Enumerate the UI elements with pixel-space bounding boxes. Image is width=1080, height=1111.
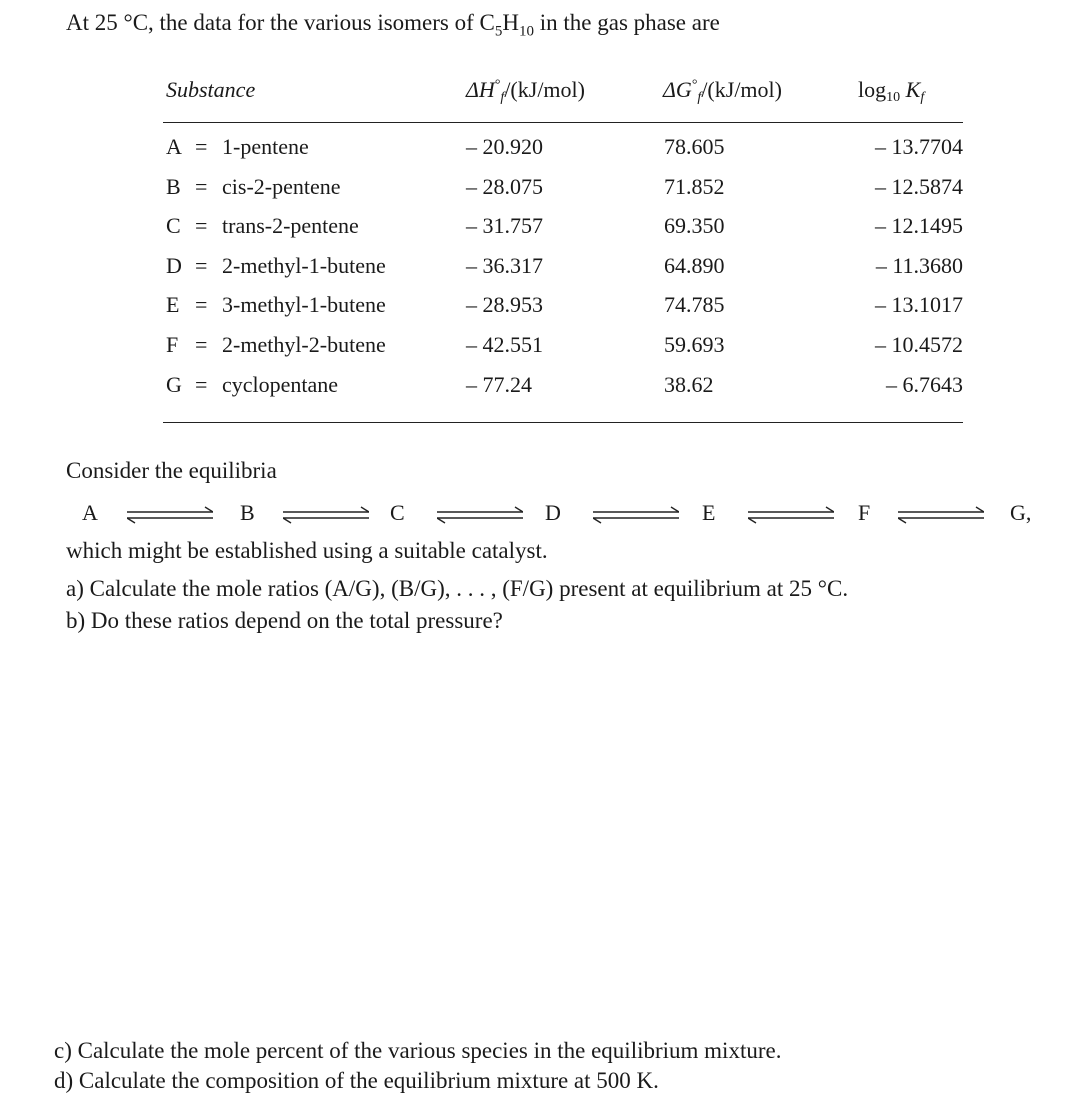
table-row [0,332,1080,372]
cell-logk: – 10.4572 [875,332,963,357]
question-c: c) Calculate the mole percent of the various species in the equilibrium mixture. [54,1038,782,1063]
cell-equals: = [195,292,208,318]
header-gibbs: $\Delta G^\circ_f/(kJ/mol)$ [663,77,782,105]
cell-substance-name: 1-pentene [222,134,309,159]
cell-equals: = [195,332,208,357]
cell-enthalpy: – 20.920 [466,134,543,159]
cell-substance-name: 2-methyl-2-butene [222,332,386,357]
question-a: a) Calculate the mole ratios (A/G), (B/G), . . . , (F/G) present at equilibrium at 25 °C. [66,576,849,601]
table-row [0,134,1080,174]
cell-enthalpy: – 42.551 [466,332,543,357]
cell-enthalpy: – 31.757 [466,213,543,239]
cell-letter: A [166,134,182,159]
cell-letter: D [166,252,182,278]
cell-letter: C [166,213,181,239]
cell-substance-name: trans-2-pentene [222,213,359,239]
cell-letter: E [166,292,180,318]
cell-equals: = [195,252,208,278]
cell-equals: = [195,134,208,159]
intro-text: At 25 °C, the data for the various isomers of $C_5H_{10}$ in the gas phase are [66,10,720,40]
equilibrium-arrow-icon [283,505,369,525]
species-c: C [390,500,405,525]
cell-gibbs: 64.890 [664,252,725,278]
cell-equals: = [195,371,208,397]
cell-gibbs: 59.693 [664,332,725,357]
cell-logk: – 13.7704 [875,134,963,159]
species-g: G, [1010,500,1032,525]
cell-logk: – 13.1017 [875,292,963,318]
cell-gibbs: 69.350 [664,213,725,239]
equilibria-chain [0,500,1080,532]
cell-logk: – 12.5874 [875,173,963,199]
cell-gibbs: 38.62 [664,371,714,397]
species-d: D [545,500,561,525]
table-row [0,372,1080,412]
table-row [0,213,1080,253]
header-enthalpy: $\Delta H^\circ_f/(kJ/mol)$ [466,77,585,105]
species-a: A [82,500,98,525]
cell-equals: = [195,173,208,199]
table-row [0,292,1080,332]
table-row [0,253,1080,293]
cell-enthalpy: – 36.317 [466,252,543,278]
species-f: F [858,500,871,525]
cell-enthalpy: – 77.24 [466,371,532,397]
cell-gibbs: 78.605 [664,134,725,159]
header-substance: Substance [166,77,256,102]
table-top-rule [163,122,963,123]
species-b: B [240,500,255,525]
equilibrium-arrow-icon [748,505,834,525]
cell-enthalpy: – 28.075 [466,173,543,199]
cell-logk: – 6.7643 [886,371,963,397]
species-e: E [702,500,716,525]
cell-logk: – 12.1495 [875,213,963,239]
equilibrium-arrow-icon [593,505,679,525]
cell-substance-name: cis-2-pentene [222,173,341,199]
cell-letter: B [166,173,181,199]
cell-enthalpy: – 28.953 [466,292,543,318]
cell-gibbs: 71.852 [664,173,725,199]
header-logk: $\log_{10} K_f$ [858,77,925,105]
equilibrium-arrow-icon [437,505,523,525]
cell-letter: G [166,371,182,397]
equilibria-heading: Consider the equilibria [66,458,277,483]
cell-gibbs: 74.785 [664,292,725,318]
cell-substance-name: 2-methyl-1-butene [222,252,386,278]
cell-substance-name: 3-methyl-1-butene [222,292,386,318]
question-d: d) Calculate the composition of the equilibrium mixture at 500 K. [54,1068,659,1093]
cell-substance-name: cyclopentane [222,371,339,397]
cell-equals: = [195,213,208,239]
question-b: b) Do these ratios depend on the total pressure? [66,608,503,633]
table-bottom-rule [163,422,963,423]
equilibrium-arrow-icon [127,505,213,525]
equilibrium-arrow-icon [898,505,984,525]
cell-logk: – 11.3680 [875,252,963,278]
table-row [0,174,1080,214]
catalyst-text: which might be established using a suitable catalyst. [66,538,548,563]
cell-letter: F [166,332,179,357]
